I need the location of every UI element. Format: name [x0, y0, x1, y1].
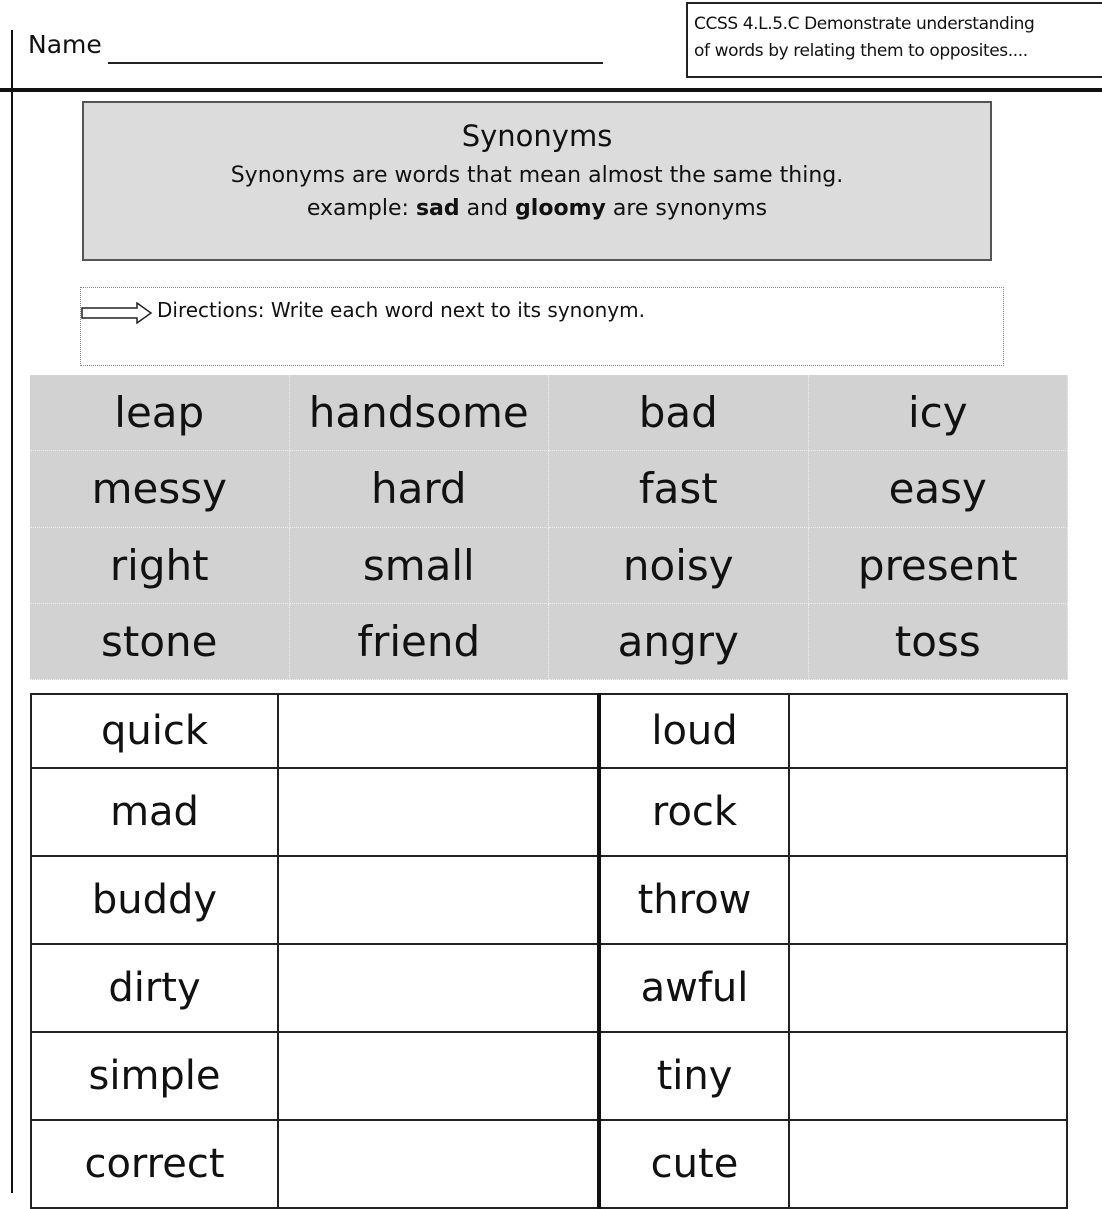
- definition: Synonyms are words that mean almost the same thing.: [230, 163, 844, 188]
- word-bank-item: messy: [30, 451, 290, 527]
- word-bank-item: fast: [549, 451, 809, 527]
- example: [84, 196, 990, 221]
- name-label: Name: [28, 30, 102, 59]
- word-bank-item: hard: [290, 451, 550, 527]
- example-and: and: [459, 196, 516, 221]
- word-bank-item: stone: [30, 604, 290, 680]
- answer-cell[interactable]: [789, 694, 1067, 768]
- title: Synonyms: [461, 119, 613, 153]
- word-cell: simple: [31, 1032, 278, 1120]
- answer-cell[interactable]: [278, 856, 599, 944]
- answer-cell[interactable]: [789, 944, 1067, 1032]
- example-word2: gloomy: [515, 196, 606, 221]
- table-row: [31, 856, 1067, 944]
- word-cell: quick: [31, 694, 278, 768]
- answer-cell[interactable]: [278, 694, 599, 768]
- answer-cell[interactable]: [789, 1032, 1067, 1120]
- example-word1: sad: [415, 196, 460, 221]
- directions-text: Directions: Write each word next to its synonym.: [157, 298, 645, 322]
- word-bank-item: present: [809, 528, 1069, 604]
- word-cell: correct: [31, 1120, 278, 1208]
- answer-cell[interactable]: [789, 1120, 1067, 1208]
- standard-line2: of words by relating them to opposites....: [694, 41, 1028, 61]
- word-bank-item: leap: [30, 375, 290, 451]
- word-bank-item: bad: [549, 375, 809, 451]
- word-bank-item: right: [30, 528, 290, 604]
- word-bank-item: easy: [809, 451, 1069, 527]
- arrow-right-icon: [81, 302, 153, 324]
- table-row: [31, 768, 1067, 856]
- word-cell: loud: [599, 694, 789, 768]
- word-cell: awful: [599, 944, 789, 1032]
- word-bank-item: small: [290, 528, 550, 604]
- table-row: [31, 1032, 1067, 1120]
- word-bank-item: icy: [809, 375, 1069, 451]
- table-row: [31, 944, 1067, 1032]
- standard-line1: CCSS 4.L.5.C Demonstrate understanding: [694, 14, 1035, 34]
- word-cell: mad: [31, 768, 278, 856]
- answer-table: [30, 693, 1068, 1209]
- margin-line: [11, 30, 13, 1193]
- answer-cell[interactable]: [278, 1120, 599, 1208]
- table-row: [31, 694, 1067, 768]
- word-cell: buddy: [31, 856, 278, 944]
- standard-box: [686, 2, 1102, 78]
- word-cell: cute: [599, 1120, 789, 1208]
- header-divider: [0, 88, 1102, 92]
- word-cell: throw: [599, 856, 789, 944]
- word-cell: rock: [599, 768, 789, 856]
- answer-cell[interactable]: [789, 768, 1067, 856]
- directions-box: [80, 287, 1004, 366]
- word-bank: [30, 375, 1068, 680]
- word-bank-item: noisy: [549, 528, 809, 604]
- answer-cell[interactable]: [278, 768, 599, 856]
- example-prefix: example:: [306, 196, 416, 221]
- name-field[interactable]: [108, 62, 603, 64]
- table-row: [31, 1120, 1067, 1208]
- word-bank-item: handsome: [290, 375, 550, 451]
- definition-box: [82, 101, 992, 261]
- answer-cell[interactable]: [278, 944, 599, 1032]
- example-suffix: are synonyms: [605, 196, 768, 221]
- word-cell: tiny: [599, 1032, 789, 1120]
- word-bank-item: toss: [809, 604, 1069, 680]
- word-cell: dirty: [31, 944, 278, 1032]
- answer-cell[interactable]: [789, 856, 1067, 944]
- word-bank-item: angry: [549, 604, 809, 680]
- word-bank-item: friend: [290, 604, 550, 680]
- answer-cell[interactable]: [278, 1032, 599, 1120]
